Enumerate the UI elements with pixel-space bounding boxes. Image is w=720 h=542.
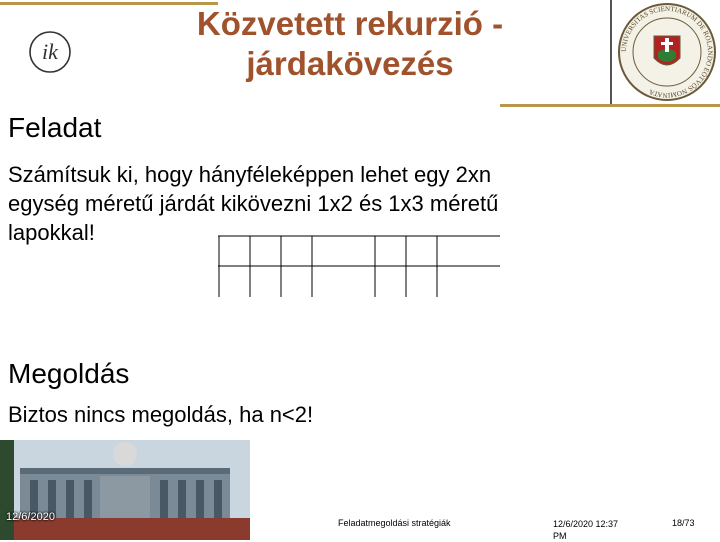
task-line-3: lapokkal! xyxy=(8,220,95,245)
slide-number: 18/73 xyxy=(672,518,695,528)
sidewalk-grid-diagram xyxy=(218,235,500,297)
task-line-1: Számítsuk ki, hogy hányféleképpen lehet egy 2xn xyxy=(8,162,492,187)
section-heading-megoldas: Megoldás xyxy=(8,358,130,389)
task-description xyxy=(8,160,658,247)
footer-date-line-2: PM xyxy=(553,531,567,541)
header-underline xyxy=(500,104,720,107)
svg-text:ik: ik xyxy=(42,39,58,64)
header-divider xyxy=(610,0,612,104)
title-line-2: járdakövezés xyxy=(246,45,454,82)
ik-logo-icon xyxy=(26,28,74,76)
footer-datetime xyxy=(553,518,633,542)
title-line-1: Közvetett rekurzió - xyxy=(196,5,504,42)
svg-text:UNIVERSITAS SCIENTIARUM DE ROL: UNIVERSITAS SCIENTIARUM DE ROLANDO EÖTVÖS NOMINATA xyxy=(619,4,715,100)
building-photo xyxy=(0,440,250,540)
task-line-2: egység méretű járdát kikövezni 1x2 és 1x3 méretű xyxy=(8,191,499,216)
photo-date-overlay: 12/6/2020 xyxy=(6,511,55,523)
footer-title: Feladatmegoldási stratégiák xyxy=(338,518,451,528)
solution-text: Biztos nincs megoldás, ha n<2! xyxy=(8,402,314,427)
university-seal-icon xyxy=(614,0,720,104)
footer-date-line-1: 12/6/2020 12:37 xyxy=(553,519,619,529)
page-title xyxy=(140,4,560,84)
section-heading-feladat: Feladat xyxy=(8,112,102,143)
